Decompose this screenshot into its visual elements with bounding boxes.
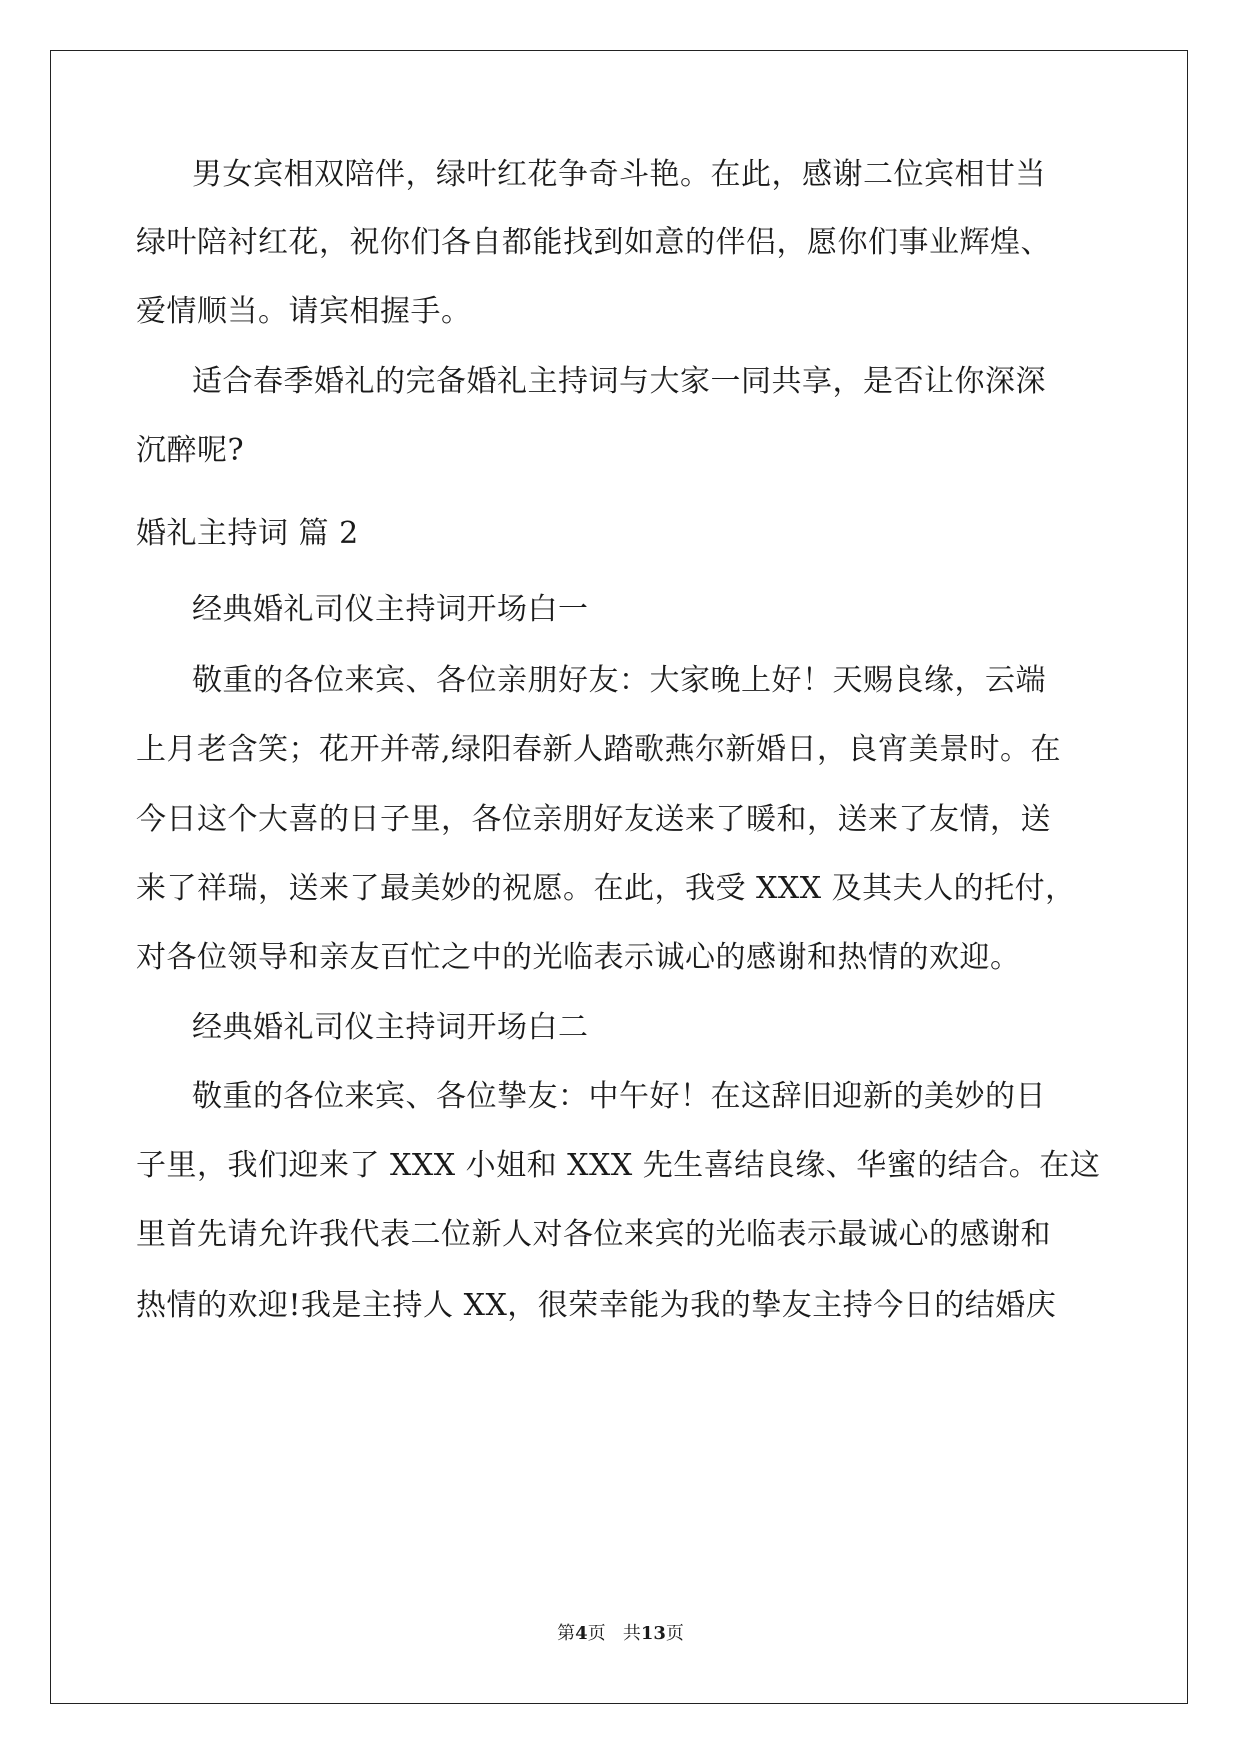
- subheading: 经典婚礼司仪主持词开场白二: [192, 1010, 589, 1045]
- body-line: 来了祥瑞，送来了最美妙的祝愿。在此，我受 XXX 及其夫人的托付，: [136, 871, 1076, 906]
- body-line: 男女宾相双陪伴，绿叶红花争奇斗艳。在此，感谢二位宾相甘当: [192, 157, 1046, 192]
- footer-page-suffix: 页: [587, 1623, 606, 1644]
- current-page-number: 4: [575, 1623, 588, 1644]
- body-line: 今日这个大喜的日子里，各位亲朋好友送来了暖和，送来了友情，送: [136, 802, 1051, 837]
- footer-total-suffix: 页: [665, 1623, 684, 1644]
- body-line: 绿叶陪衬红花，祝你们各自都能找到如意的伴侣，愿你们事业辉煌、: [136, 225, 1051, 260]
- footer-total-prefix: 共: [622, 1623, 641, 1644]
- footer-prefix: 第: [557, 1623, 576, 1644]
- body-line: 沉醉呢?: [136, 433, 245, 468]
- body-line: 适合春季婚礼的完备婚礼主持词与大家一同共享，是否让你深深: [192, 364, 1046, 399]
- body-line: 上月老含笑；花开并蒂,绿阳春新人踏歌燕尔新婚日，良宵美景时。在: [136, 732, 1062, 767]
- body-line: 里首先请允许我代表二位新人对各位来宾的光临表示最诚心的感谢和: [136, 1217, 1051, 1252]
- body-line: 爱情顺当。请宾相握手。: [136, 294, 472, 329]
- body-line: 热情的欢迎!我是主持人 XX，很荣幸能为我的挚友主持今日的结婚庆: [136, 1288, 1057, 1323]
- body-line: 子里，我们迎来了 XXX 小姐和 XXX 先生喜结良缘、华蜜的结合。在这: [136, 1148, 1101, 1183]
- total-page-count: 13: [640, 1623, 666, 1644]
- body-line: 敬重的各位来宾、各位亲朋好友：大家晚上好！天赐良缘，云端: [192, 663, 1046, 698]
- body-line: 对各位领导和亲友百忙之中的光临表示诚心的感谢和热情的欢迎。: [136, 940, 1021, 975]
- body-line: 敬重的各位来宾、各位挚友：中午好！在这辞旧迎新的美妙的日: [192, 1079, 1046, 1114]
- section-heading: 婚礼主持词 篇 2: [136, 516, 359, 551]
- subheading: 经典婚礼司仪主持词开场白一: [192, 592, 589, 627]
- page-footer: [0, 1622, 1241, 1646]
